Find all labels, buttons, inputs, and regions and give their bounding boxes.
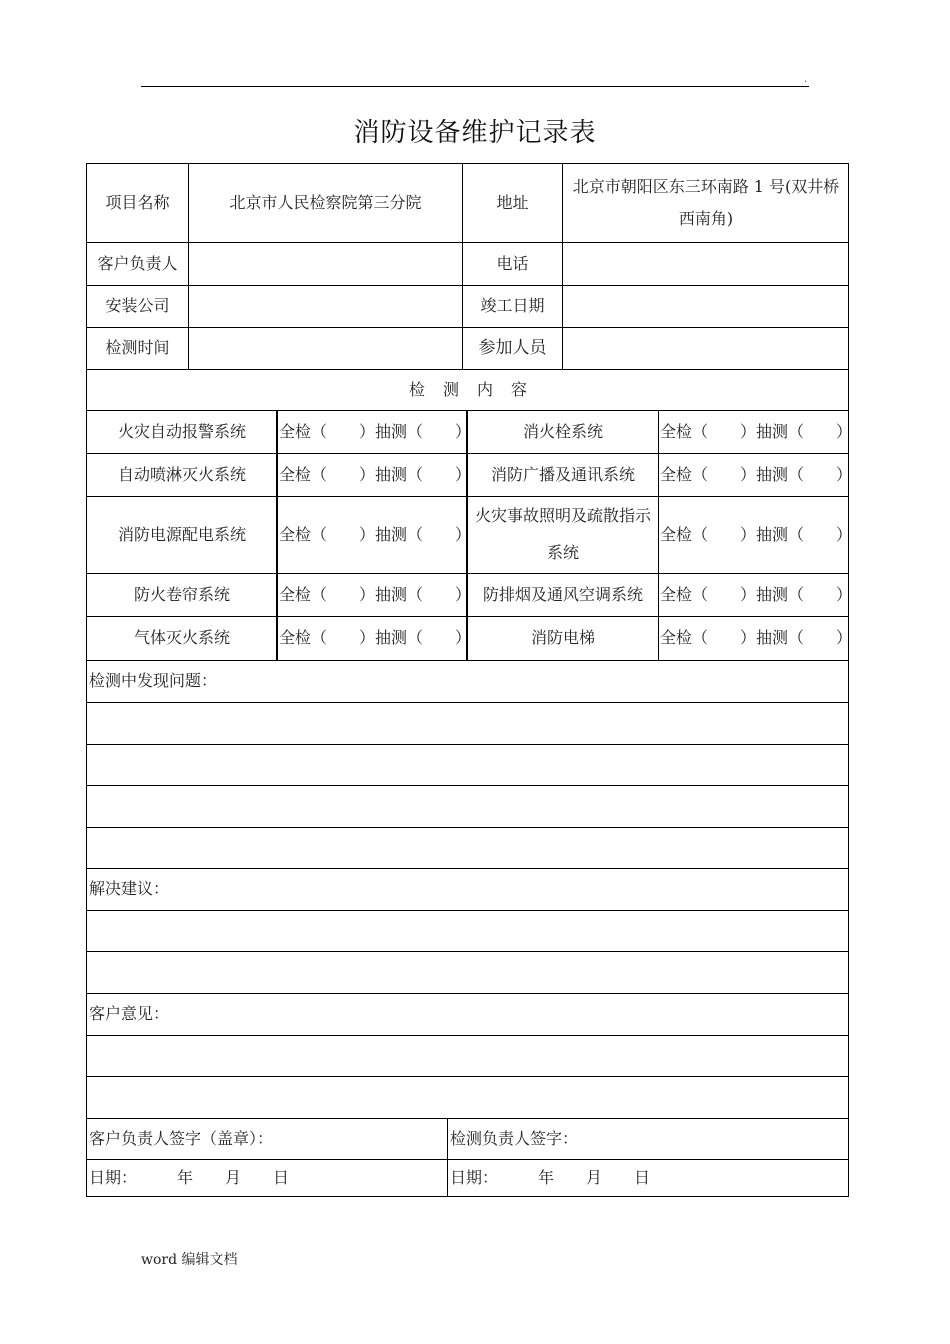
- system-name: 消防广播及通讯系统: [467, 453, 658, 496]
- full-inspection-option[interactable]: 全检（ ）: [279, 584, 376, 604]
- project-label: 项目名称: [86, 163, 188, 242]
- system-check-options[interactable]: [658, 573, 853, 616]
- inspection-time-value[interactable]: [188, 327, 462, 369]
- suggestions-label: 解决建议：: [86, 868, 849, 910]
- address-label: 地址: [462, 163, 562, 242]
- problems-line[interactable]: [86, 785, 849, 827]
- system-name: 消防电梯: [467, 616, 658, 660]
- check-option-row: [278, 626, 472, 651]
- problems-label: 检测中发现问题：: [86, 660, 849, 702]
- check-option-row: [278, 420, 472, 445]
- sample-test-option[interactable]: 抽测（ ）: [375, 464, 472, 484]
- full-inspection-option[interactable]: 全检（ ）: [660, 584, 757, 604]
- system-check-options[interactable]: [277, 573, 472, 616]
- installer-label: 安装公司: [86, 285, 188, 327]
- participants-value[interactable]: [562, 327, 849, 369]
- page-title: 消防设备维护记录表: [353, 118, 597, 148]
- sample-test-option[interactable]: 抽测（ ）: [756, 421, 853, 441]
- system-name: 自动喷淋灭火系统: [86, 453, 277, 496]
- sample-test-option[interactable]: 抽测（ ）: [375, 524, 472, 544]
- client-label: 客户负责人: [86, 242, 188, 285]
- address-value[interactable]: 北京市朝阳区东三环南路 1 号(双井桥西南角): [562, 163, 849, 242]
- header-mark: .: [804, 74, 808, 85]
- full-inspection-option[interactable]: 全检（ ）: [660, 628, 757, 648]
- system-check-options[interactable]: [277, 496, 472, 573]
- system-name: 防排烟及通风空调系统: [467, 573, 658, 616]
- section-title: 检测内容: [86, 369, 849, 410]
- header-rule: [141, 86, 809, 87]
- check-option-row: [278, 463, 472, 488]
- check-option-row: [659, 463, 853, 488]
- system-check-options[interactable]: [277, 453, 472, 496]
- sample-test-option[interactable]: 抽测（ ）: [375, 421, 472, 441]
- system-name: 消防电源配电系统: [86, 496, 277, 573]
- client-opinion-line[interactable]: [86, 1035, 849, 1076]
- system-name: 火灾自动报警系统: [86, 410, 277, 453]
- system-check-options[interactable]: [658, 616, 853, 660]
- system-check-options[interactable]: [658, 410, 853, 453]
- problems-line[interactable]: [86, 827, 849, 868]
- check-option-row: [659, 420, 853, 445]
- problems-line[interactable]: [86, 702, 849, 744]
- participants-label: 参加人员: [462, 327, 562, 369]
- sample-test-option[interactable]: 抽测（ ）: [375, 628, 472, 648]
- system-name: 火灾事故照明及疏散指示系统: [467, 496, 658, 573]
- inspector-sign-label[interactable]: 检测负责人签字：: [447, 1118, 849, 1159]
- completion-label: 竣工日期: [462, 285, 562, 327]
- client-opinion-line[interactable]: [86, 1076, 849, 1118]
- sample-test-option[interactable]: 抽测（ ）: [756, 524, 853, 544]
- phone-label: 电话: [462, 242, 562, 285]
- phone-value[interactable]: [562, 242, 849, 285]
- system-name: 消火栓系统: [467, 410, 658, 453]
- full-inspection-option[interactable]: 全检（ ）: [660, 421, 757, 441]
- full-inspection-option[interactable]: 全检（ ）: [279, 464, 376, 484]
- check-option-row: [278, 583, 472, 608]
- problems-line[interactable]: [86, 744, 849, 785]
- system-check-options[interactable]: [277, 410, 472, 453]
- check-option-row: [659, 626, 853, 651]
- system-check-options[interactable]: [277, 616, 472, 660]
- full-inspection-option[interactable]: 全检（ ）: [279, 524, 376, 544]
- completion-value[interactable]: [562, 285, 849, 327]
- check-option-row: [278, 523, 472, 548]
- full-inspection-option[interactable]: 全检（ ）: [660, 524, 757, 544]
- check-option-row: [659, 583, 853, 608]
- full-inspection-option[interactable]: 全检（ ）: [279, 421, 376, 441]
- full-inspection-option[interactable]: 全检（ ）: [660, 464, 757, 484]
- footer-text: word 编辑文档: [141, 1252, 238, 1268]
- inspection-time-label: 检测时间: [86, 327, 188, 369]
- system-name: 防火卷帘系统: [86, 573, 277, 616]
- system-check-options[interactable]: [658, 453, 853, 496]
- system-check-options[interactable]: [658, 496, 853, 573]
- sample-test-option[interactable]: 抽测（ ）: [756, 464, 853, 484]
- suggestions-line[interactable]: [86, 951, 849, 993]
- sample-test-option[interactable]: 抽测（ ）: [756, 628, 853, 648]
- project-value[interactable]: 北京市人民检察院第三分院: [188, 163, 462, 242]
- client-value[interactable]: [188, 242, 462, 285]
- check-option-row: [659, 523, 853, 548]
- system-name: 气体灭火系统: [86, 616, 277, 660]
- thick-divider: [466, 410, 468, 660]
- sample-test-option[interactable]: 抽测（ ）: [375, 584, 472, 604]
- sample-test-option[interactable]: 抽测（ ）: [756, 584, 853, 604]
- installer-value[interactable]: [188, 285, 462, 327]
- client-sign-label[interactable]: 客户负责人签字（盖章）：: [86, 1118, 447, 1159]
- suggestions-line[interactable]: [86, 910, 849, 951]
- client-opinion-label: 客户意见：: [86, 993, 849, 1035]
- thick-divider: [276, 410, 278, 660]
- inspector-sign-date[interactable]: 日期： 年 月 日: [447, 1159, 849, 1197]
- client-sign-date[interactable]: 日期： 年 月 日: [86, 1159, 447, 1197]
- full-inspection-option[interactable]: 全检（ ）: [279, 628, 376, 648]
